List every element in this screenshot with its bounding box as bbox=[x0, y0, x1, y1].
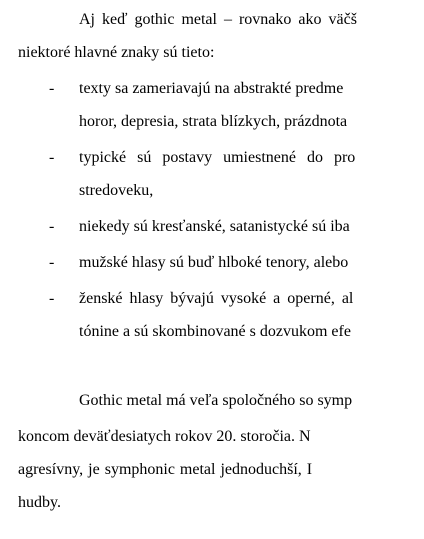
bullet-1-line-1: texty sa zameriavajú na abstrakté predme bbox=[79, 80, 344, 97]
paragraph-2-line-3: agresívny, je symphonic metal jednoduchší, I bbox=[18, 461, 313, 478]
bullet-1-dash: - bbox=[49, 80, 55, 97]
paragraph-2-line-2: koncom deväťdesiatych rokov 20. storočia. N bbox=[18, 428, 311, 445]
bullet-2-dash: - bbox=[49, 149, 55, 166]
bullet-2-line-1: typické sú postavy umiestnené do pro bbox=[79, 149, 356, 166]
paragraph-1-line-1: Aj keď gothic metal – rovnako ako väčš bbox=[79, 11, 357, 28]
bullet-3-line-1: niekedy sú kresťanské, satanistycké sú iba bbox=[79, 218, 350, 235]
paragraph-1-line-2: niektoré hlavné znaky sú tieto: bbox=[18, 44, 215, 61]
bullet-5-dash: - bbox=[49, 290, 55, 307]
bullet-5-line-2: tónine a sú skombinované s dozvukom efe bbox=[79, 323, 351, 340]
bullet-4-line-1: mužské hlasy sú buď hlboké tenory, alebo bbox=[79, 254, 349, 271]
paragraph-2-line-1: Gothic metal má veľa spoločného so symp bbox=[79, 392, 353, 409]
bullet-1-line-2: horor, depresia, strata blízkych, prázdnota bbox=[79, 113, 348, 130]
bullet-5-line-1: ženské hlasy bývajú vysoké a operné, al bbox=[79, 290, 354, 307]
bullet-3-dash: - bbox=[49, 218, 55, 235]
bullet-4-dash: - bbox=[49, 254, 55, 271]
paragraph-2-line-4: hudby. bbox=[18, 494, 61, 511]
bullet-2-line-2: stredoveku, bbox=[79, 182, 154, 199]
